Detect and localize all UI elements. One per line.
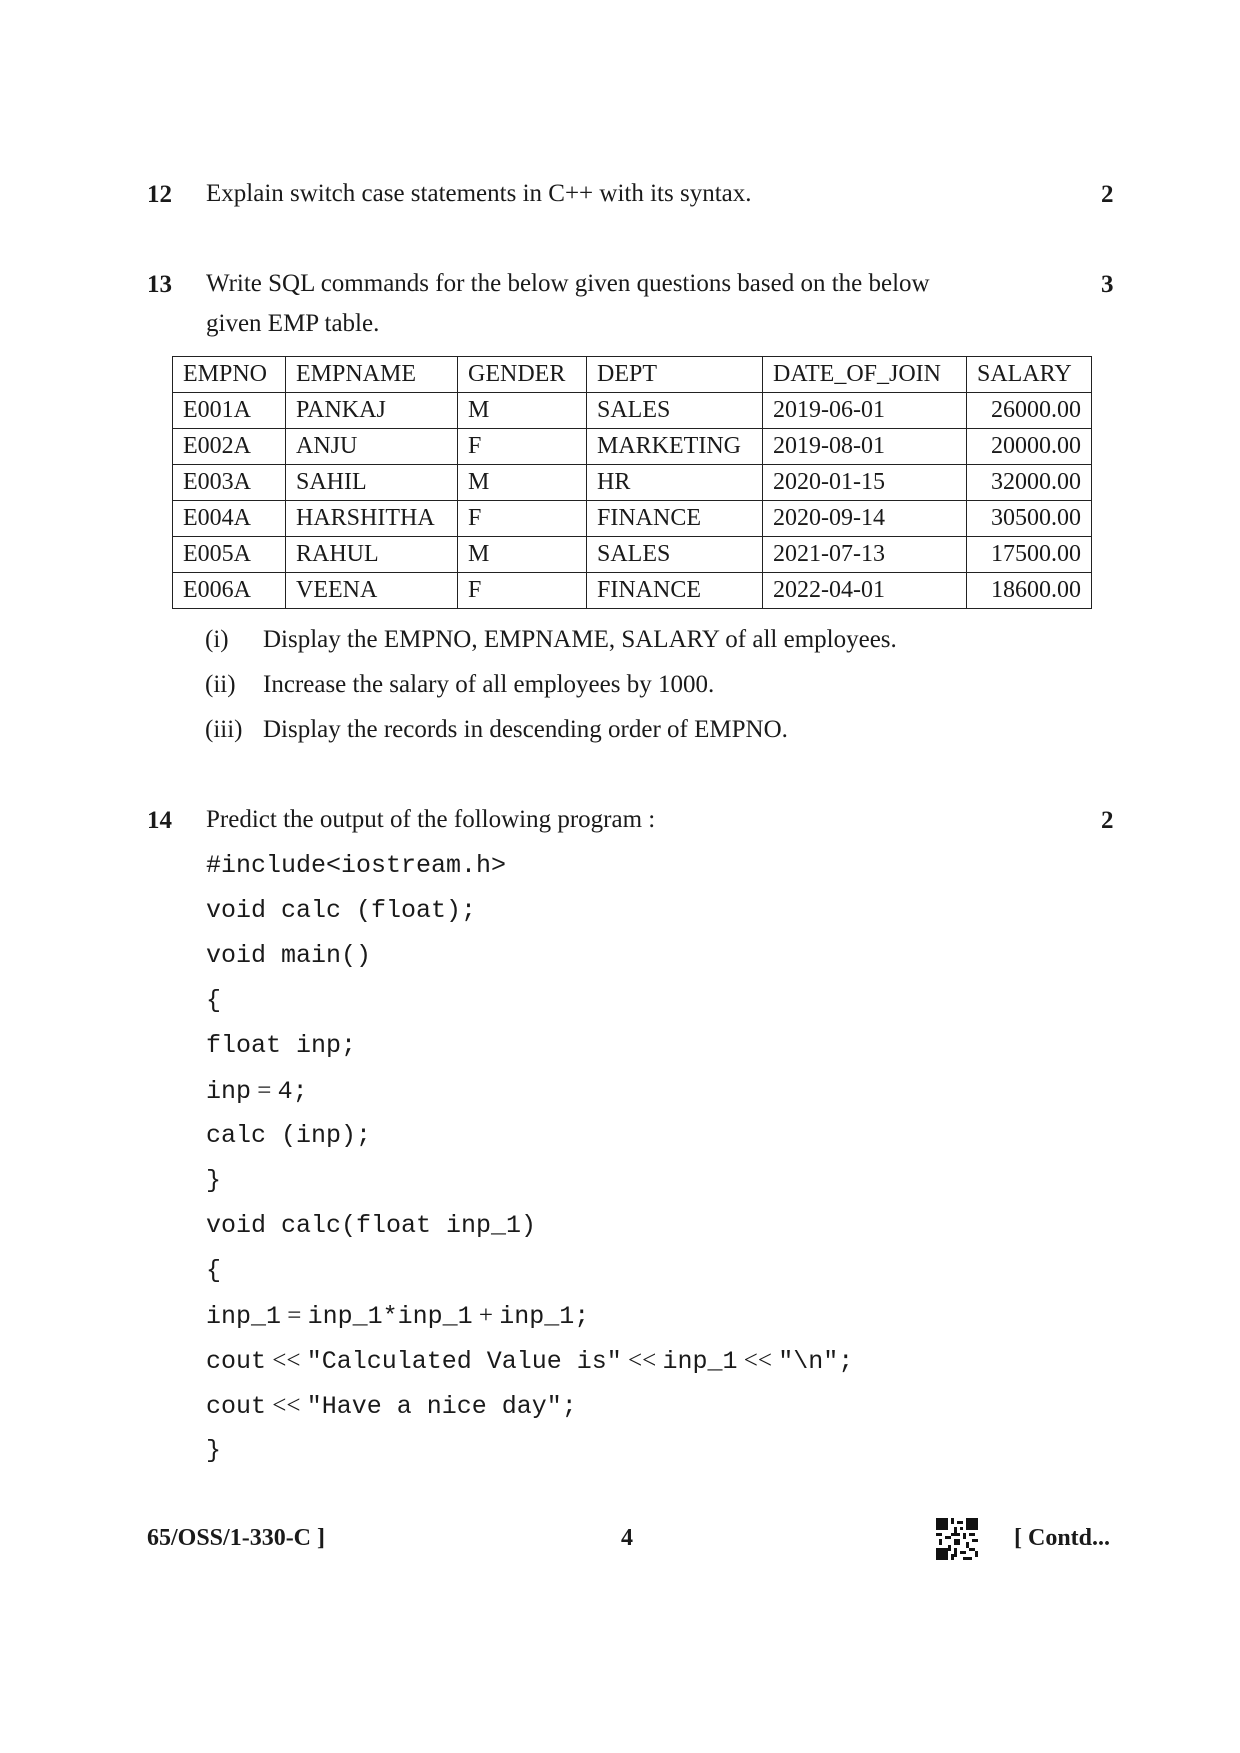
code-line: void main() bbox=[206, 941, 372, 970]
subquestion-text: Display the EMPNO, EMPNAME, SALARY of all employees. bbox=[263, 626, 897, 653]
code-line: { bbox=[206, 986, 222, 1015]
table-header-row bbox=[173, 357, 1092, 393]
table-cell: HARSHITHA bbox=[286, 501, 458, 537]
table-cell: 2020-01-15 bbox=[763, 465, 967, 501]
code-line bbox=[206, 1301, 589, 1332]
code-token: inp_1 bbox=[662, 1347, 738, 1376]
table-row bbox=[173, 393, 1092, 429]
code-operator: << bbox=[266, 1347, 307, 1374]
question-text-line: Write SQL commands for the below given questions based on the below bbox=[206, 270, 930, 297]
subquestion-text: Increase the salary of all employees by 1000. bbox=[263, 671, 715, 698]
code-line bbox=[206, 1346, 853, 1377]
table-header-cell: DATE_OF_JOIN bbox=[763, 357, 967, 393]
question-marks: 2 bbox=[1101, 181, 1114, 208]
contd-label: [ Contd... bbox=[1014, 1525, 1111, 1551]
code-operator: = bbox=[281, 1302, 308, 1329]
table-cell: MARKETING bbox=[587, 429, 763, 465]
table-cell: E002A bbox=[173, 429, 286, 465]
table-cell: 32000.00 bbox=[967, 465, 1092, 501]
code-token: 4; bbox=[277, 1077, 308, 1106]
table-cell: FINANCE bbox=[587, 573, 763, 609]
table-cell: VEENA bbox=[286, 573, 458, 609]
subquestion bbox=[205, 623, 897, 657]
table-cell: 18600.00 bbox=[967, 573, 1092, 609]
question-marks: 3 bbox=[1101, 271, 1114, 298]
question-number: 12 bbox=[147, 181, 172, 208]
code-operator: = bbox=[251, 1077, 278, 1104]
table-cell: SAHIL bbox=[286, 465, 458, 501]
code-token: inp bbox=[206, 1077, 252, 1106]
code-line: } bbox=[206, 1436, 222, 1465]
table-cell: 17500.00 bbox=[967, 537, 1092, 573]
table-cell: E001A bbox=[173, 393, 286, 429]
question-number: 14 bbox=[147, 807, 172, 834]
table-header-cell: DEPT bbox=[587, 357, 763, 393]
code-line: #include<iostream.h> bbox=[206, 851, 507, 880]
question-number: 13 bbox=[147, 271, 172, 298]
table-cell: E006A bbox=[173, 573, 286, 609]
code-line: float inp; bbox=[206, 1031, 357, 1060]
table-cell: PANKAJ bbox=[286, 393, 458, 429]
question-marks: 2 bbox=[1101, 807, 1114, 834]
table-cell: M bbox=[458, 537, 587, 573]
table-cell: 2022-04-01 bbox=[763, 573, 967, 609]
paper-code: 65/OSS/1-330-C ] bbox=[147, 1525, 326, 1551]
subquestion bbox=[205, 713, 788, 747]
code-line: void calc (float); bbox=[206, 896, 477, 925]
code-token: cout bbox=[206, 1392, 267, 1421]
table-cell: 2019-08-01 bbox=[763, 429, 967, 465]
code-operator: << bbox=[266, 1392, 307, 1419]
table-cell: 26000.00 bbox=[967, 393, 1092, 429]
question-text-line: given EMP table. bbox=[206, 310, 380, 337]
subquestion-label: (i) bbox=[205, 626, 229, 653]
qr-code-icon bbox=[936, 1518, 978, 1560]
table-header-cell: GENDER bbox=[458, 357, 587, 393]
code-token: inp_1*inp_1 bbox=[307, 1302, 473, 1331]
table-cell: F bbox=[458, 501, 587, 537]
code-operator: + bbox=[472, 1302, 500, 1329]
table-row bbox=[173, 501, 1092, 537]
table-cell: 2019-06-01 bbox=[763, 393, 967, 429]
subquestion bbox=[205, 668, 714, 702]
code-token: inp_1; bbox=[499, 1302, 590, 1331]
table-cell: M bbox=[458, 393, 587, 429]
code-line: } bbox=[206, 1166, 222, 1195]
table-row bbox=[173, 537, 1092, 573]
code-token: "Have a nice day"; bbox=[306, 1392, 577, 1421]
table-header-cell: SALARY bbox=[967, 357, 1092, 393]
table-cell: 2021-07-13 bbox=[763, 537, 967, 573]
question-text bbox=[206, 264, 930, 344]
table-cell: 20000.00 bbox=[967, 429, 1092, 465]
table-cell: ANJU bbox=[286, 429, 458, 465]
code-token: inp_1 bbox=[206, 1302, 282, 1331]
question-text: Predict the output of the following program : bbox=[206, 806, 656, 833]
code-line bbox=[206, 1076, 308, 1107]
emp-table bbox=[172, 356, 1092, 609]
code-operator: << bbox=[621, 1347, 663, 1374]
table-header-cell: EMPNO bbox=[173, 357, 286, 393]
table-cell: F bbox=[458, 429, 587, 465]
table-cell: SALES bbox=[587, 537, 763, 573]
subquestion-label: (iii) bbox=[205, 716, 243, 743]
code-operator: << bbox=[737, 1347, 779, 1374]
code-token: cout bbox=[206, 1347, 267, 1376]
table-cell: 2020-09-14 bbox=[763, 501, 967, 537]
table-row bbox=[173, 573, 1092, 609]
table-cell: F bbox=[458, 573, 587, 609]
table-cell: M bbox=[458, 465, 587, 501]
table-cell: 30500.00 bbox=[967, 501, 1092, 537]
code-line: { bbox=[206, 1256, 222, 1285]
code-token: "\n"; bbox=[778, 1347, 854, 1376]
code-line: calc (inp); bbox=[206, 1121, 372, 1150]
question-text: Explain switch case statements in C++ with its syntax. bbox=[206, 180, 752, 207]
code-line bbox=[206, 1391, 577, 1422]
code-token: "Calculated Value is" bbox=[306, 1347, 622, 1376]
subquestion-label: (ii) bbox=[205, 671, 236, 698]
table-cell: E004A bbox=[173, 501, 286, 537]
subquestion-text: Display the records in descending order of EMPNO. bbox=[263, 716, 788, 743]
table-cell: RAHUL bbox=[286, 537, 458, 573]
table-cell: HR bbox=[587, 465, 763, 501]
table-cell: FINANCE bbox=[587, 501, 763, 537]
table-cell: SALES bbox=[587, 393, 763, 429]
table-cell: E003A bbox=[173, 465, 286, 501]
table-row bbox=[173, 429, 1092, 465]
page-number: 4 bbox=[621, 1525, 633, 1551]
table-cell: E005A bbox=[173, 537, 286, 573]
table-row bbox=[173, 465, 1092, 501]
code-line: void calc(float inp_1) bbox=[206, 1211, 537, 1240]
table-header-cell: EMPNAME bbox=[286, 357, 458, 393]
